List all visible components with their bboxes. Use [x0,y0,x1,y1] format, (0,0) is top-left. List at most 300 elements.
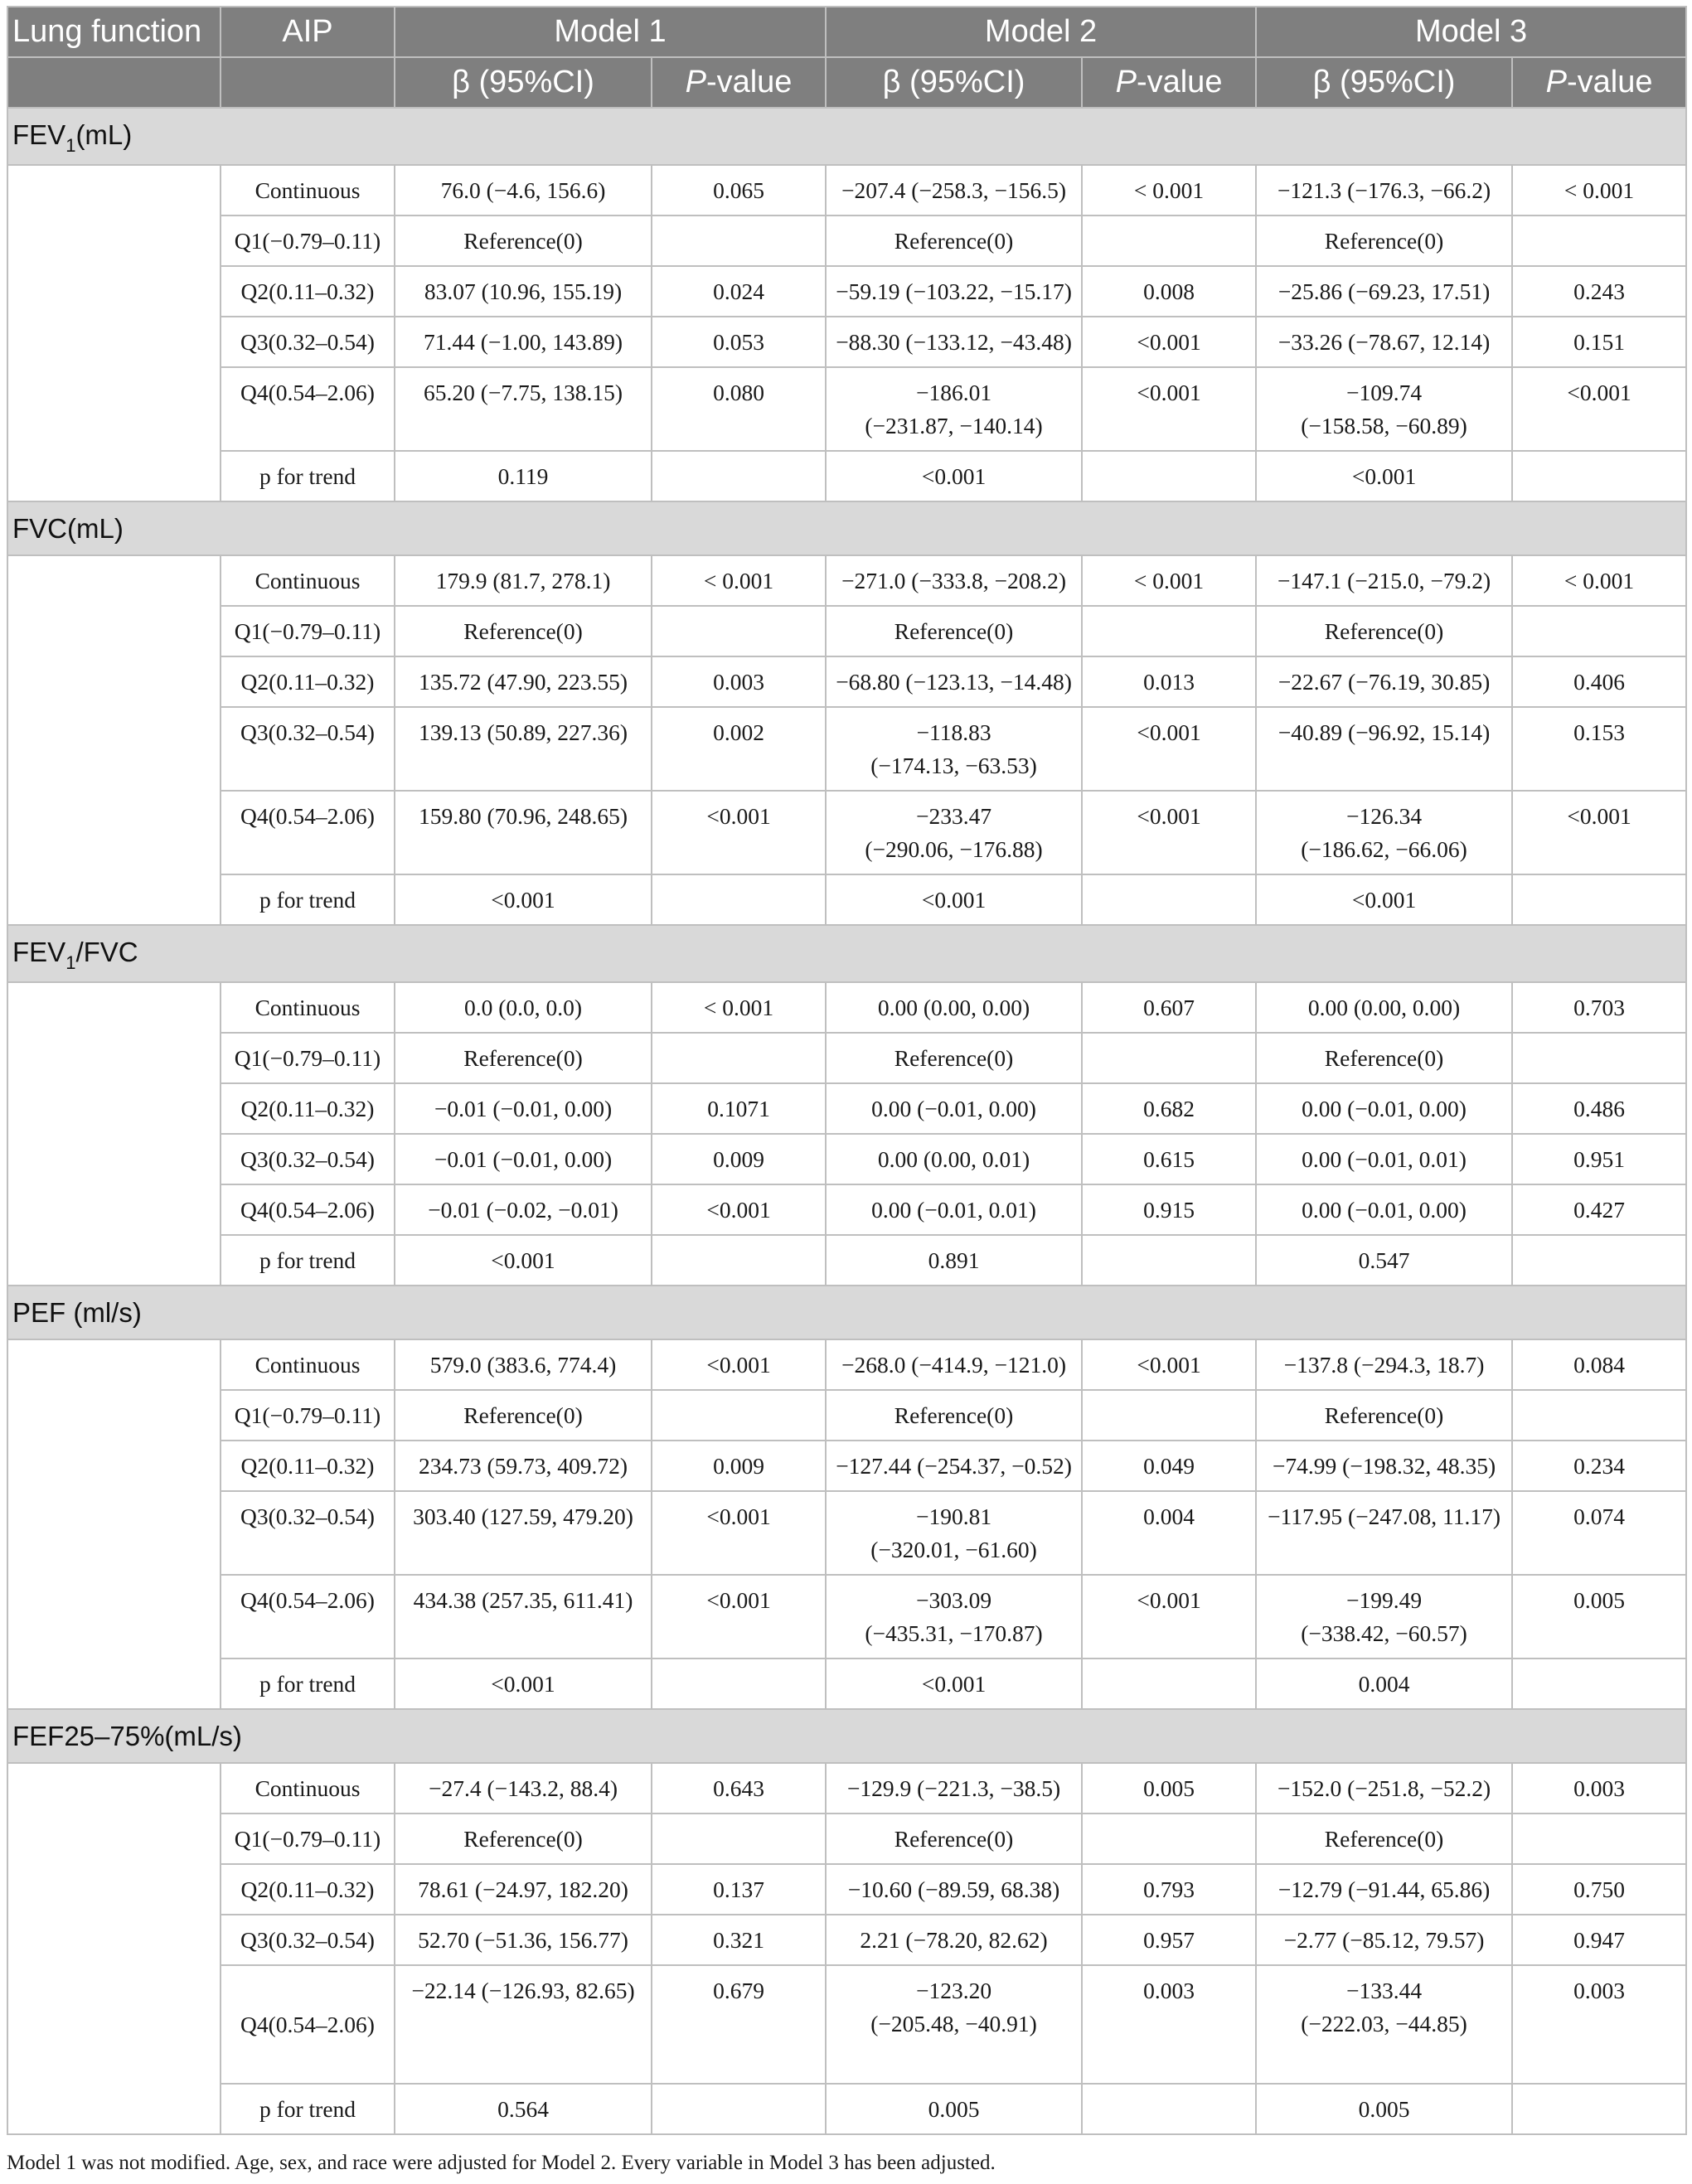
p-value: 0.053 [713,329,764,355]
p-value: 0.750 [1573,1876,1625,1902]
p-value: 0.049 [1143,1453,1195,1479]
confidence-interval: (−320.01, −61.60) [870,1537,1037,1562]
model-2-beta-cell [826,1339,1082,1390]
p-value: 0.080 [713,380,764,405]
beta-estimate: 78.61 [418,1876,469,1902]
table-row [7,1184,1686,1235]
beta-estimate: Reference(0) [894,228,1014,254]
model-2-beta-cell [826,1033,1082,1083]
beta-estimate: 0.547 [1358,1247,1410,1273]
model-1-beta-cell [395,1659,652,1709]
section-label-subscript: 1 [65,135,76,156]
beta-estimate: <0.001 [491,887,555,913]
confidence-interval: (−435.31, −170.87) [865,1620,1043,1646]
header-model-2: Model 2 [826,7,1256,57]
model-1-p-value-cell [652,1235,826,1286]
beta-estimate: Reference(0) [463,1826,583,1852]
model-2-p-value-cell [1082,1491,1256,1575]
section-label-cell [7,1286,1686,1339]
aip-cell: Q4(0.54–2.06) [221,791,395,874]
confidence-interval: (−0.01, 0.00) [1347,1197,1467,1223]
model-1-p-value-cell [652,1915,826,1965]
aip-cell: Continuous [221,1339,395,1390]
results-table [7,6,1687,2135]
model-1-beta-cell [395,2084,652,2134]
model-3-p-value-cell [1512,317,1686,367]
beta-estimate: 159.80 [418,803,482,829]
beta-estimate: Reference(0) [463,618,583,644]
p-italic-label: P [685,65,706,99]
beta-estimate: 0.00 [1302,1146,1342,1172]
p-value: <0.001 [1137,380,1201,405]
p-italic-label: P [1545,65,1567,99]
p-value: 0.009 [713,1146,764,1172]
model-1-p-value-cell [652,2084,826,2134]
confidence-interval: (−51.36, 156.77) [474,1927,628,1953]
table-row [7,1763,1686,1814]
p-value: <0.001 [1137,1352,1201,1378]
beta-estimate: 0.0 [463,995,493,1020]
model-1-beta-cell [395,1491,652,1575]
p-value-label-rest: -value [1136,65,1223,99]
table-row [7,874,1686,925]
model-2-beta-cell [826,1491,1082,1575]
beta-estimate: 0.891 [928,1247,980,1273]
p-value: 0.915 [1143,1197,1195,1223]
model-2-beta-cell [826,1965,1082,2084]
confidence-interval: (0.00, 0.00) [923,995,1030,1020]
confidence-interval: (0.00, 0.01) [923,1146,1030,1172]
table-row [7,1659,1686,1709]
p-value: 0.003 [1573,1978,1625,2003]
confidence-interval: (−0.01, 0.01) [917,1197,1036,1223]
beta-estimate: −271.0 [841,568,906,593]
model-1-p-value-cell [652,266,826,317]
beta-estimate: −118.83 [916,719,991,745]
p-value: 0.003 [1573,1775,1625,1801]
section-label-suffix: /FVC [75,937,138,967]
header-empty-cell [7,57,221,108]
model-1-p-value-cell [652,874,826,925]
aip-cell: Q3(0.32–0.54) [221,707,395,791]
aip-cell: Continuous [221,165,395,215]
model-2-beta-cell [826,1659,1082,1709]
aip-cell: Q2(0.11–0.32) [221,1864,395,1915]
model-2-beta-cell [826,606,1082,656]
model-2-beta-cell [826,874,1082,925]
p-value: 0.427 [1573,1197,1625,1223]
beta-estimate: −190.81 [915,1504,992,1529]
model-3-p-value-cell [1512,874,1686,925]
model-3-p-value-cell [1512,266,1686,317]
model-1-p-value-cell [652,451,826,501]
confidence-interval: (−231.87, −140.14) [865,413,1043,438]
beta-estimate: Reference(0) [463,1045,583,1071]
p-italic-label: P [1115,65,1137,99]
confidence-interval: (−1.00, 143.89) [480,329,623,355]
model-1-p-value-cell [652,1184,826,1235]
p-value: <0.001 [706,803,771,829]
p-value: <0.001 [706,1587,771,1613]
beta-estimate: 76.0 [440,177,481,203]
aip-cell: Q1(−0.79–0.11) [221,215,395,266]
aip-cell: Q1(−0.79–0.11) [221,1033,395,1083]
model-2-p-value-cell [1082,982,1256,1033]
model-1-p-value-cell [652,656,826,707]
confidence-interval: (0.0, 0.0) [498,995,583,1020]
table-body [7,108,1686,2134]
beta-estimate: 2.21 [860,1927,900,1953]
p-value: 0.151 [1573,329,1625,355]
confidence-interval: (70.96, 248.65) [487,803,628,829]
model-1-p-value-cell [652,1763,826,1814]
beta-estimate: −109.74 [1345,380,1423,405]
beta-estimate: 579.0 [429,1352,482,1378]
beta-estimate: −0.01 [428,1197,481,1223]
model-2-beta-cell [826,2084,1082,2134]
beta-estimate: −25.86 [1277,278,1343,304]
lung-function-spacer [7,555,221,925]
model-1-beta-cell [395,1134,652,1184]
table-footnote: Model 1 was not modified. Age, sex, and race were adjusted for Model 2. Every variable in Model 3 has been adjusted. [7,2152,996,2174]
model-2-beta-cell [826,1575,1082,1659]
aip-cell: Q1(−0.79–0.11) [221,1390,395,1441]
header-model-1: Model 1 [395,7,826,57]
aip-cell: Q1(−0.79–0.11) [221,1814,395,1864]
beta-estimate: Reference(0) [894,1826,1014,1852]
model-1-beta-cell [395,1184,652,1235]
confidence-interval: (−174.13, −63.53) [870,753,1037,778]
model-2-p-value-cell [1082,1184,1256,1235]
model-2-beta-cell [826,1134,1082,1184]
table-row [7,317,1686,367]
beta-estimate: −126.34 [1345,803,1423,829]
model-1-beta-cell [395,1441,652,1491]
table-row [7,1915,1686,1965]
lung-function-spacer [7,165,221,501]
model-3-p-value-cell [1512,555,1686,606]
section-label-cell [7,501,1686,555]
p-value: 0.615 [1143,1146,1195,1172]
beta-estimate: Reference(0) [463,1402,583,1428]
model-1-beta-cell [395,791,652,874]
section-row [7,1709,1686,1763]
beta-estimate: 234.73 [418,1453,482,1479]
model-3-p-value-cell [1512,1915,1686,1965]
p-value: 0.153 [1573,719,1625,745]
p-value: 0.002 [713,719,764,745]
model-3-p-value-cell [1512,1339,1686,1390]
confidence-interval: (−0.01, 0.01) [1347,1146,1467,1172]
beta-estimate: Reference(0) [463,228,583,254]
p-value: 0.679 [713,1978,764,2003]
beta-estimate: Reference(0) [1324,228,1444,254]
confidence-interval: (−133.12, −43.48) [905,329,1072,355]
beta-estimate: −303.09 [915,1587,992,1613]
beta-estimate: −68.80 [836,669,900,695]
confidence-interval: (−0.01, 0.00) [492,1096,613,1121]
section-label: FEV [12,937,66,967]
model-3-beta-cell [1256,1390,1512,1441]
model-2-p-value-cell [1082,165,1256,215]
confidence-interval: (−294.3, 18.7) [1353,1352,1485,1378]
model-3-p-value-cell [1512,451,1686,501]
model-3-p-value-cell [1512,2084,1686,2134]
model-2-beta-cell [826,707,1082,791]
model-3-beta-cell [1256,555,1512,606]
table-row [7,1491,1686,1575]
confidence-interval: (−338.42, −60.57) [1301,1620,1467,1646]
aip-cell: Q3(0.32–0.54) [221,317,395,367]
p-value: 0.008 [1143,278,1195,304]
beta-estimate: −2.77 [1283,1927,1337,1953]
aip-cell: p for trend [221,451,395,501]
beta-estimate: 0.00 [1302,1197,1342,1223]
model-1-beta-cell [395,982,652,1033]
p-value-label-rest: -value [705,65,793,99]
table-row [7,215,1686,266]
p-value: < 0.001 [703,568,774,593]
confidence-interval: (−89.59, 68.38) [917,1876,1060,1902]
p-value: <0.001 [1137,1587,1201,1613]
model-1-beta-cell [395,1575,652,1659]
model-3-p-value-cell [1512,1184,1686,1235]
model-3-p-value-cell [1512,1864,1686,1915]
model-2-beta-cell [826,1441,1082,1491]
table-row [7,1083,1686,1134]
model-1-beta-cell [395,1083,652,1134]
model-3-beta-cell [1256,1814,1512,1864]
header-beta-ci: β (95%CI) [826,57,1082,108]
table-row [7,1441,1686,1491]
model-1-beta-cell [395,367,652,451]
p-value: 0.947 [1573,1927,1625,1953]
confidence-interval: (−69.23, 17.51) [1348,278,1491,304]
model-1-p-value-cell [652,1083,826,1134]
model-1-p-value-cell [652,317,826,367]
model-1-p-value-cell [652,215,826,266]
model-3-p-value-cell [1512,1575,1686,1659]
beta-estimate: <0.001 [491,1247,555,1273]
section-row [7,501,1686,555]
p-value: < 0.001 [703,995,774,1020]
p-value: <0.001 [1137,803,1201,829]
table-row [7,707,1686,791]
beta-estimate: 52.70 [418,1927,469,1953]
model-2-beta-cell [826,215,1082,266]
table-row [7,1390,1686,1441]
model-2-p-value-cell [1082,1339,1256,1390]
p-value: 0.243 [1573,278,1625,304]
model-3-beta-cell [1256,165,1512,215]
confidence-interval: (59.73, 409.72) [487,1453,628,1479]
model-1-p-value-cell [652,1339,826,1390]
model-2-p-value-cell [1082,1033,1256,1083]
lung-function-spacer [7,982,221,1286]
beta-estimate: 135.72 [418,669,482,695]
beta-estimate: −117.95 [1268,1504,1343,1529]
model-2-beta-cell [826,451,1082,501]
model-2-p-value-cell [1082,707,1256,791]
beta-estimate: 65.20 [423,380,475,405]
model-1-p-value-cell [652,165,826,215]
model-3-p-value-cell [1512,791,1686,874]
model-3-beta-cell [1256,1134,1512,1184]
p-value: 0.682 [1143,1096,1195,1121]
beta-estimate: −12.79 [1277,1876,1343,1902]
aip-cell: Q1(−0.79–0.11) [221,606,395,656]
confidence-interval: (−126.93, 82.65) [481,1978,635,2003]
aip-cell: p for trend [221,2084,395,2134]
model-3-beta-cell [1256,1575,1512,1659]
confidence-interval: (−247.08, 11.17) [1348,1504,1501,1529]
beta-estimate: −22.67 [1277,669,1343,695]
model-1-p-value-cell [652,791,826,874]
beta-estimate: 71.44 [423,329,475,355]
model-2-beta-cell [826,1915,1082,1965]
model-2-beta-cell [826,1083,1082,1134]
beta-estimate: −10.60 [847,1876,913,1902]
confidence-interval: (−205.48, −40.91) [870,2011,1037,2036]
p-value: 0.013 [1143,669,1195,695]
model-3-p-value-cell [1512,1491,1686,1575]
p-value: <0.001 [1567,380,1631,405]
confidence-interval: (−103.22, −15.17) [905,278,1072,304]
model-3-beta-cell [1256,1965,1512,2084]
model-1-p-value-cell [652,707,826,791]
aip-cell: Q2(0.11–0.32) [221,1441,395,1491]
p-value: 0.1071 [707,1096,770,1121]
beta-estimate: 0.004 [1358,1671,1410,1697]
model-1-beta-cell [395,1814,652,1864]
model-3-p-value-cell [1512,1033,1686,1083]
aip-cell: Q2(0.11–0.32) [221,656,395,707]
section-label: PEF (ml/s) [12,1297,142,1328]
p-value: 0.607 [1143,995,1195,1020]
p-value: 0.234 [1573,1453,1625,1479]
aip-cell: Continuous [221,1763,395,1814]
confidence-interval: (10.96, 155.19) [481,278,623,304]
beta-estimate: −0.01 [434,1146,487,1172]
beta-estimate: −27.4 [428,1775,482,1801]
model-2-beta-cell [826,317,1082,367]
model-2-p-value-cell [1082,367,1256,451]
model-2-beta-cell [826,1763,1082,1814]
confidence-interval: (127.59, 479.20) [481,1504,633,1529]
model-3-beta-cell [1256,1763,1512,1814]
model-2-beta-cell [826,266,1082,317]
model-2-p-value-cell [1082,1659,1256,1709]
beta-estimate: −33.26 [1277,329,1343,355]
confidence-interval: (−76.19, 30.85) [1348,669,1491,695]
confidence-interval: (−123.13, −14.48) [905,669,1072,695]
header-p-value [652,57,826,108]
model-2-p-value-cell [1082,1134,1256,1184]
model-3-p-value-cell [1512,165,1686,215]
confidence-interval: (−0.01, 0.00) [917,1096,1036,1121]
confidence-interval: (383.6, 774.4) [487,1352,617,1378]
table-row [7,165,1686,215]
model-3-p-value-cell [1512,982,1686,1033]
model-2-p-value-cell [1082,266,1256,317]
confidence-interval: (−254.37, −0.52) [917,1453,1072,1479]
aip-cell: Q2(0.11–0.32) [221,266,395,317]
p-value: <0.001 [706,1504,771,1529]
model-2-beta-cell [826,1864,1082,1915]
beta-estimate: −127.44 [836,1453,912,1479]
model-2-p-value-cell [1082,317,1256,367]
section-label-cell [7,1709,1686,1763]
aip-cell: Q4(0.54–2.06) [221,1965,395,2084]
model-2-beta-cell [826,1235,1082,1286]
aip-cell: Q4(0.54–2.06) [221,1575,395,1659]
aip-cell: p for trend [221,1659,395,1709]
model-1-p-value-cell [652,367,826,451]
confidence-interval: (−24.97, 182.20) [474,1876,628,1902]
header-beta-ci: β (95%CI) [1256,57,1512,108]
model-3-p-value-cell [1512,1441,1686,1491]
table-row [7,791,1686,874]
p-value: 0.065 [713,177,764,203]
p-value: <0.001 [706,1197,771,1223]
p-value-label-rest: -value [1566,65,1653,99]
beta-estimate: −121.3 [1277,177,1342,203]
model-2-p-value-cell [1082,791,1256,874]
confidence-interval: (−0.01, 0.00) [492,1146,613,1172]
model-1-beta-cell [395,1390,652,1441]
beta-estimate: 0.00 [877,995,918,1020]
model-3-beta-cell [1256,1235,1512,1286]
p-value: 0.321 [713,1927,764,1953]
beta-estimate: 0.00 [871,1096,912,1121]
confidence-interval: (−4.6, 156.6) [486,177,606,203]
confidence-interval: (47.90, 223.55) [487,669,628,695]
confidence-interval: (−96.92, 15.14) [1348,719,1491,745]
beta-estimate: −123.20 [915,1978,992,2003]
header-row-models [7,7,1686,57]
p-value: 0.084 [1573,1352,1625,1378]
model-1-p-value-cell [652,982,826,1033]
confidence-interval: (−251.8, −52.2) [1347,1775,1491,1801]
aip-cell: Q4(0.54–2.06) [221,367,395,451]
model-1-beta-cell [395,266,652,317]
model-1-beta-cell [395,555,652,606]
model-2-p-value-cell [1082,606,1256,656]
beta-estimate: −233.47 [915,803,992,829]
p-value: < 0.001 [1564,568,1635,593]
section-label-cell [7,108,1686,165]
confidence-interval: (−158.58, −60.89) [1301,413,1467,438]
model-3-beta-cell [1256,1033,1512,1083]
p-value: 0.024 [713,278,764,304]
beta-estimate: Reference(0) [894,1402,1014,1428]
beta-estimate: −0.01 [434,1096,487,1121]
beta-estimate: −199.49 [1345,1587,1423,1613]
beta-estimate: Reference(0) [1324,618,1444,644]
model-1-p-value-cell [652,606,826,656]
model-1-beta-cell [395,707,652,791]
model-3-beta-cell [1256,367,1512,451]
model-2-p-value-cell [1082,1763,1256,1814]
beta-estimate: 0.00 [871,1197,912,1223]
table-row [7,2084,1686,2134]
beta-estimate: 83.07 [424,278,476,304]
model-3-p-value-cell [1512,1814,1686,1864]
beta-estimate: −207.4 [841,177,906,203]
beta-estimate: −22.14 [411,1978,476,2003]
model-3-p-value-cell [1512,367,1686,451]
table-row [7,1814,1686,1864]
